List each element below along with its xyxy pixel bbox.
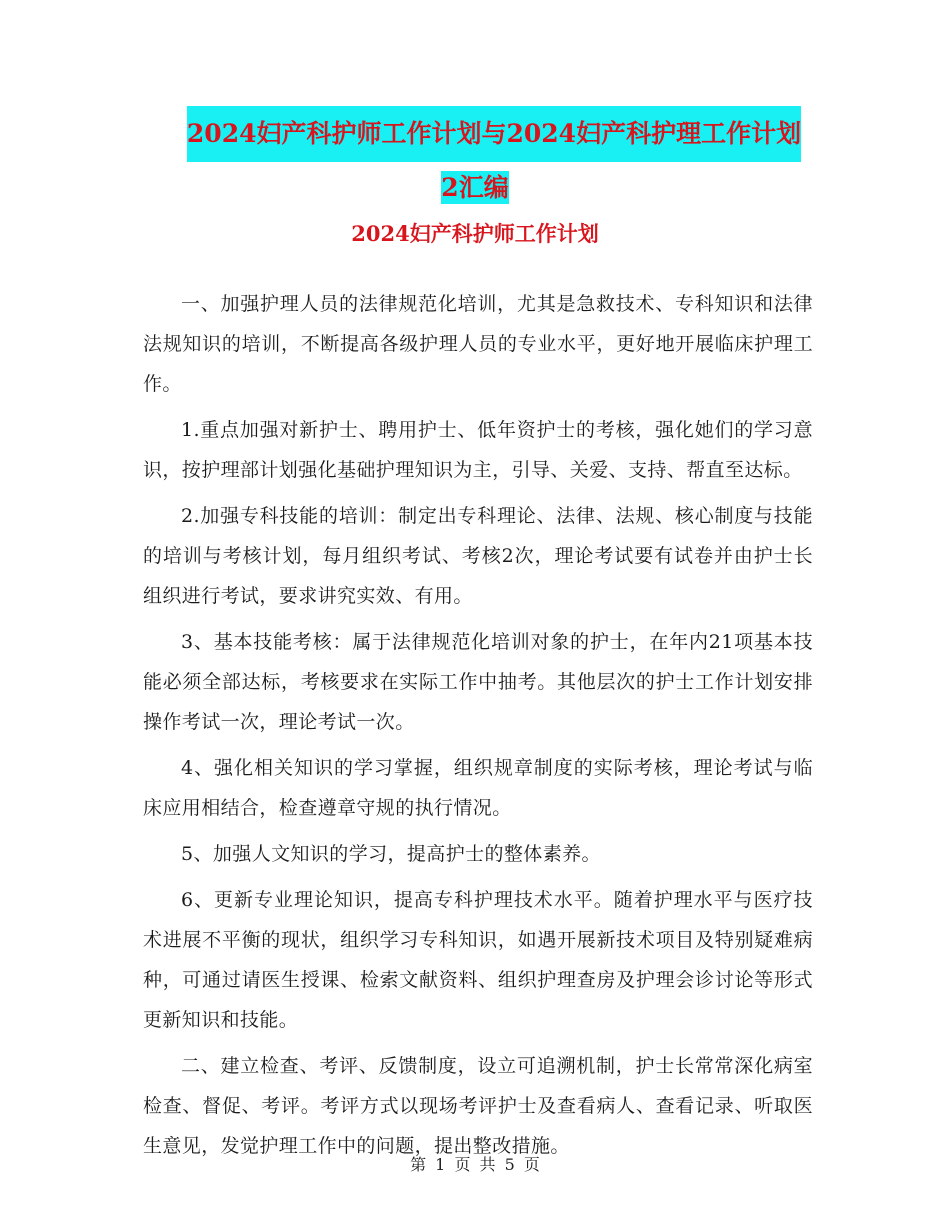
paragraph: 二、建立检查、考评、反馈制度，设立可追溯机制，护士长常常深化病室检查、督促、考评。考评方式以现场考评护士及查看病人、查看记录、听取医生意见，发觉护理工作中的问题，提出整改措施。 (143, 1055, 813, 1157)
section-title: 2024妇产科护师工作计划 (351, 221, 599, 246)
paragraph: 一、加强护理人员的法律规范化培训，尤其是急救技术、专科知识和法律法规知识的培训，不断提高各级护理人员的专业水平，更好地开展临床护理工作。 (143, 293, 813, 395)
document-title-line-1: 2024妇产科护师工作计划与2024妇产科护理工作计划 (187, 106, 801, 162)
paragraph: 4、强化相关知识的学习掌握，组织规章制度的实际考核，理论考试与临床应用相结合，检查遵章守规的执行情况。 (143, 757, 813, 819)
paragraph: 3、基本技能考核：属于法律规范化培训对象的护士，在年内21项基本技能必须全部达标，考核要求在实际工作中抽考。其他层次的护士工作计划安排操作考试一次，理论考试一次。 (143, 631, 813, 733)
paragraph: 1.重点加强对新护士、聘用护士、低年资护士的考核，强化她们的学习意识，按护理部计划强化基础护理知识为主，引导、关爱、支持、帮直至达标。 (143, 419, 813, 481)
paragraph: 2.加强专科技能的培训：制定出专科理论、法律、法规、核心制度与技能的培训与考核计划，每月组织考试、考核2次，理论考试要有试卷并由护士长组织进行考试，要求讲究实效、有用。 (143, 505, 813, 607)
page-footer: 第 1 页 共 5 页 (410, 1155, 540, 1174)
paragraph: 6、更新专业理论知识，提高专科护理技术水平。随着护理水平与医疗技术进展不平衡的现状，组织学习专科知识，如遇开展新技术项目及特别疑难病种，可通过请医生授课、检索文献资料、组织护理查房及护理会诊讨论等形式更新知识和技能。 (143, 889, 813, 1031)
document-title-line-2: 2汇编 (441, 173, 509, 202)
paragraph: 5、加强人文知识的学习，提高护士的整体素养。 (181, 843, 601, 865)
document-body (143, 284, 813, 1172)
document-title (0, 106, 950, 214)
